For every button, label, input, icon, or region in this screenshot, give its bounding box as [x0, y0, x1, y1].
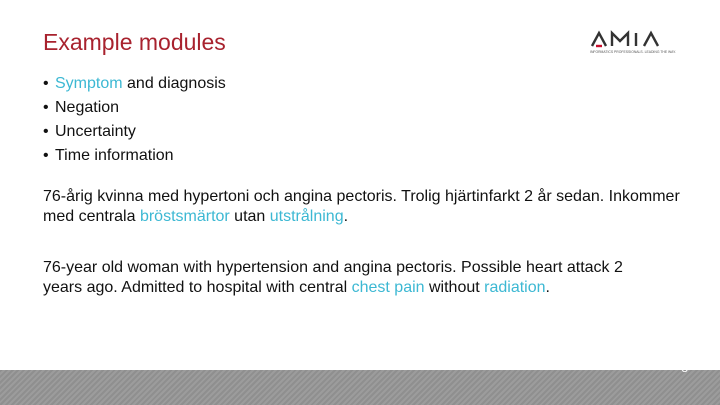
text-run: 76-årig kvinna med hypertoni och angina pectoris. Trolig hjärtinfarkt 2 år sedan. Inkommer med centrala: [43, 188, 680, 225]
text-run: 76-year old woman with hypertension and angina pectoris. Possible heart attack 2 years ago. Admitted to hospital with central: [43, 259, 623, 296]
amia-logo: [588, 27, 684, 55]
slide-title: Example modules: [43, 29, 226, 55]
list-item: [43, 144, 226, 168]
swedish-example: [43, 187, 703, 227]
text-run: Negation: [55, 99, 120, 116]
highlighted-term: utstrålning: [269, 208, 344, 225]
footer-bar: [0, 370, 720, 405]
bullet-icon: •: [43, 99, 49, 116]
highlighted-term: radiation: [484, 279, 546, 296]
highlighted-term: bröstsmärtor: [139, 208, 230, 225]
text-run: and diagnosis: [122, 75, 226, 92]
text-run: Time information: [55, 147, 174, 164]
english-example: [43, 258, 663, 298]
highlighted-term: chest pain: [351, 279, 425, 296]
text-run: utan: [229, 208, 270, 225]
text-run: .: [545, 279, 550, 296]
bullet-icon: •: [43, 123, 49, 140]
module-list: [43, 72, 226, 168]
bullet-icon: •: [43, 75, 49, 92]
text-run: Uncertainty: [55, 123, 136, 140]
amia-logo-tagline: INFORMATICS PROFESSIONALS. LEADING THE WAY.: [590, 50, 676, 54]
page-number: 8: [681, 361, 688, 375]
list-item: [43, 96, 226, 120]
list-item: [43, 72, 226, 96]
list-item: [43, 120, 226, 144]
bullet-icon: •: [43, 147, 49, 164]
text-run: without: [424, 279, 485, 296]
text-run: .: [343, 208, 349, 225]
amia-logo-mark: [592, 33, 658, 46]
highlighted-term: Symptom: [55, 75, 123, 92]
